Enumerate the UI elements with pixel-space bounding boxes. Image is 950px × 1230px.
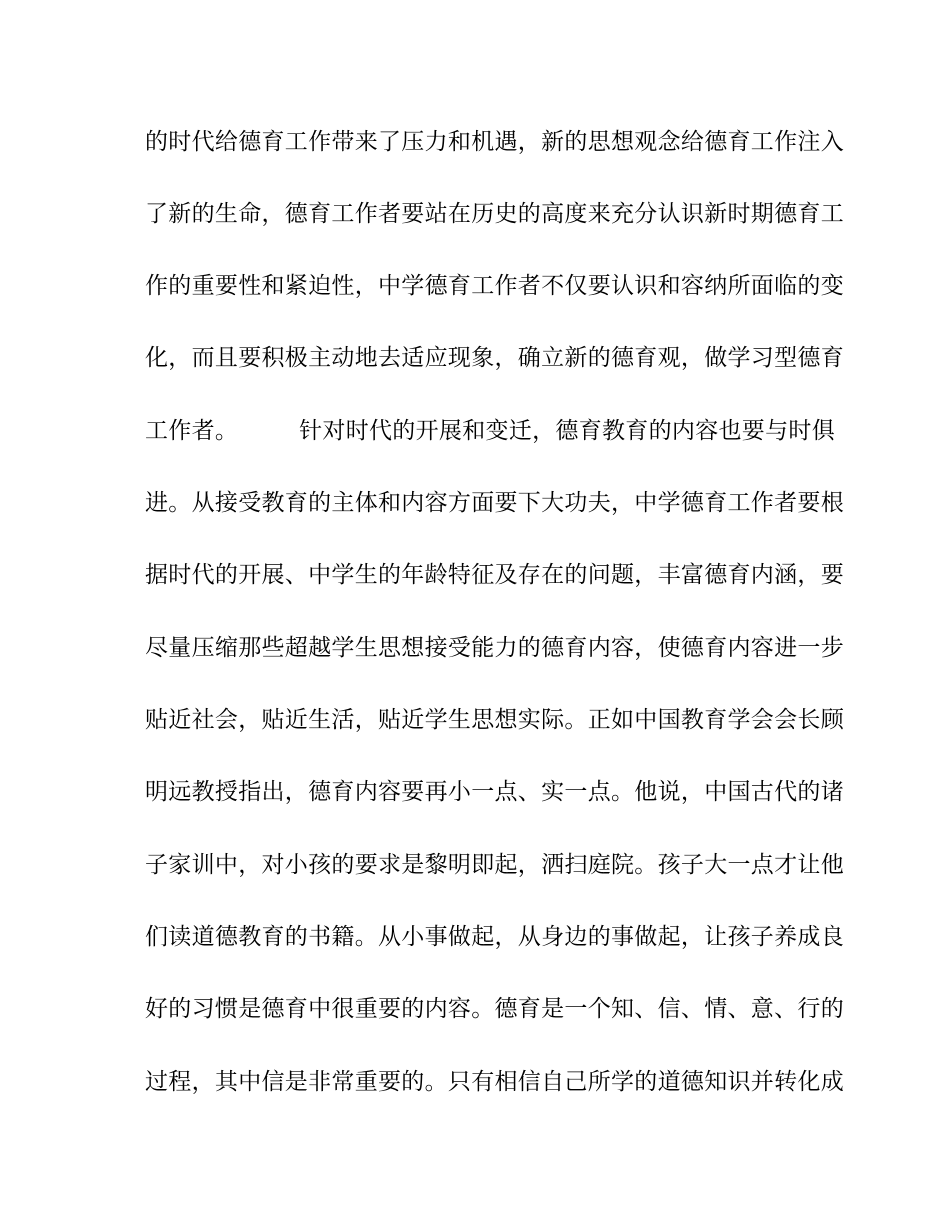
text-line: 好的习惯是德育中很重要的内容。德育是一个知、信、情、意、行的 (145, 996, 844, 1022)
text-line: 了新的生命，德育工作者要站在历史的高度来充分认识新时期德育工 (145, 201, 844, 227)
text-line: 尽量压缩那些超越学生思想接受能力的德育内容，使德育内容进一步 (145, 635, 844, 661)
text-line: 贴近社会，贴近生活，贴近学生思想实际。正如中国教育学会会长顾 (145, 707, 844, 733)
text-line: 的时代给德育工作带来了压力和机遇，新的思想观念给德育工作注入 (145, 129, 844, 155)
text-line: 明远教授指出，德育内容要再小一点、实一点。他说，中国古代的诸 (145, 779, 844, 805)
text-line: 们读道德教育的书籍。从小事做起，从身边的事做起，让孩子养成良 (145, 924, 844, 950)
text-line: 子家训中，对小孩的要求是黎明即起，洒扫庭院。孩子大一点才让他 (145, 852, 844, 878)
text-line: 据时代的开展、中学生的年龄特征及存在的问题，丰富德育内涵，要 (145, 562, 844, 588)
text-line: 化，而且要积极主动地去适应现象，确立新的德育观，做学习型德育 (145, 345, 844, 371)
text-line: 作的重要性和紧迫性，中学德育工作者不仅要认识和容纳所面临的变 (145, 273, 844, 299)
text-line: 工作者。 针对时代的开展和变迁，德育教育的内容也要与时俱 (145, 418, 835, 444)
text-line: 进。从接受教育的主体和内容方面要下大功夫，中学德育工作者要根 (145, 490, 844, 516)
text-line: 过程，其中信是非常重要的。只有相信自己所学的道德知识并转化成 (145, 1069, 844, 1095)
